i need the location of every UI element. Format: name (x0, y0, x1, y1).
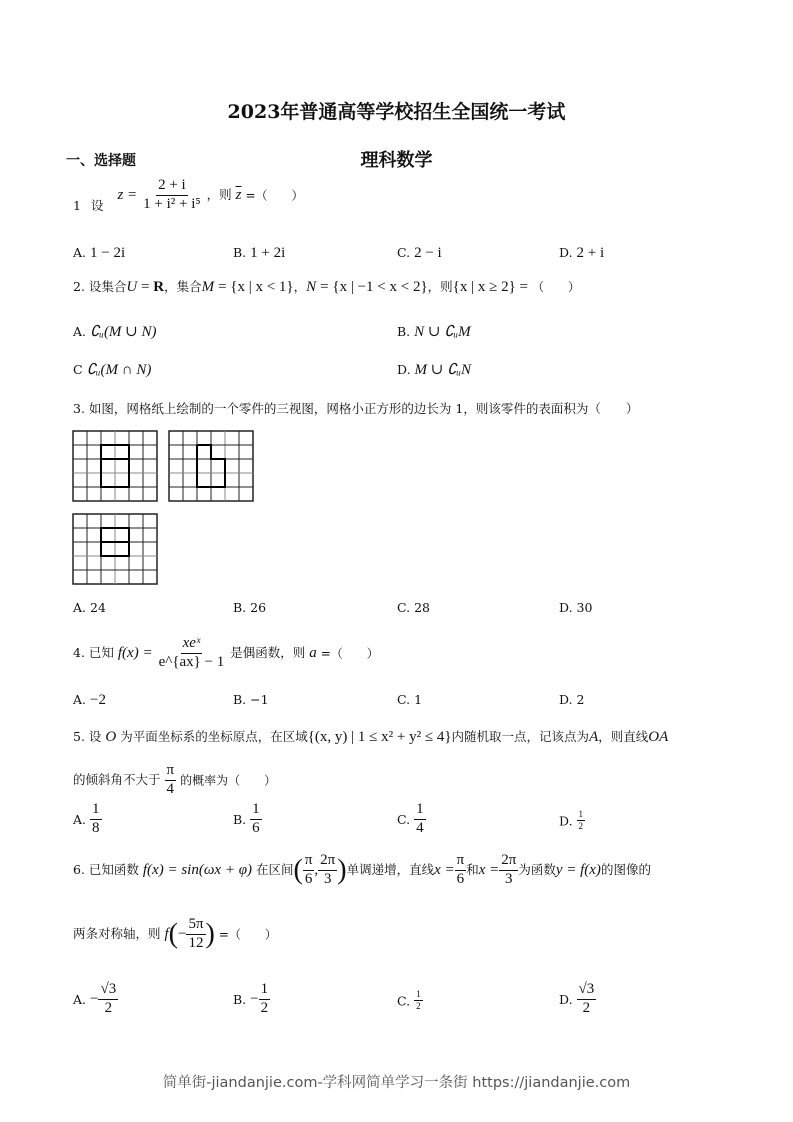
q4-fraction: $\frac{\text{xeˣ}}{e\^{}\{ax\} - 1}$ (158, 635, 225, 670)
exam-title: 2023年普通高等学校招生全国统一考试 (227, 101, 566, 123)
q1-prefix: 设 (90, 198, 104, 213)
q3-option-a: A. 24 (73, 600, 106, 615)
q6-option-b: B. − $\frac{1}{2}$ (233, 981, 269, 1016)
q6-option-d: D. $\frac{√3}{2}$ (559, 981, 595, 1016)
footer-watermark: 简单街-jiandanjie.com-学科网简单学习一条街 https://jiandanjie.com (162, 1075, 631, 1091)
q5-option-c: C. $\frac{1}{4}$ (397, 801, 424, 836)
q1-mid: ，则 (206, 187, 232, 202)
q2-option-b: B. N ∪ ∁ᵤM (397, 324, 471, 340)
q4-option-b: B. −1 (233, 692, 269, 707)
q3-option-d: D. 30 (559, 600, 593, 615)
q1-answer-blank: =（ ） (245, 188, 304, 203)
question-3: 3. 如图，网格纸上绘制的一个零件的三视图，网格小正方形的边长为 1，则该零件的表面积为（ ） (73, 401, 639, 416)
q1-option-b: B. 1 + 2i (233, 245, 286, 261)
q5-pi-over-4: $\frac{\pi}{4}$ (166, 762, 175, 797)
q1-zbar: $\overline{z}$ (235, 186, 242, 203)
q4-option-a: A. −2 (73, 692, 106, 708)
question-1 (73, 178, 304, 213)
question-6-line-1: 6. 已知函数 f(x) = sin(ωx + φ) 在区间( $\frac{\pi}{6}$ , $\frac{2\pi}{3}$ )单调递增，直线x = $\frac{\pi}{6}$ 和x = $\frac{2\pi}{3}$ 为函数y = f(x)的图像的 (73, 852, 651, 887)
q1-option-d: D. 2 + i (559, 245, 605, 261)
side-view-grid (168, 430, 254, 502)
q1-fraction: $\frac{2 + i}{\text{1 + i² + i⁵}}$ (143, 177, 201, 212)
question-4: 4. 已知 f(x) = $\frac{\text{xeˣ}}{e\^{}\{ax\} - 1}$ 是偶函数，则 a =（ ） (73, 635, 379, 670)
q5-option-a: A. $\frac{1}{8}$ (73, 801, 100, 836)
top-view-grid (72, 513, 158, 585)
question-2: 2. 设集合U = R，集合M = {x | x < 1}，N = {x | −1 < x < 2}，则{x | x ≥ 2} = （ ） (73, 279, 581, 295)
q4-option-c: C. 1 (397, 692, 423, 707)
q3-option-b: B. 26 (233, 600, 267, 615)
section-heading: 一、选择题 (66, 153, 136, 169)
exam-subtitle: 理科数学 (360, 150, 433, 171)
q3-option-c: C. 28 (397, 600, 430, 615)
q1-number: 1 (73, 198, 81, 213)
question-6-line-2: 两条对称轴，则 f(− $\frac{5\pi}{12}$ ) =（ ） (73, 916, 277, 951)
q2-option-d: D. M ∪ ∁ᵤN (397, 362, 472, 378)
q5-option-d: D. $\frac{1}{2}$ (559, 809, 584, 832)
q1-option-c: C. 2 − i (397, 245, 442, 261)
front-view-grid (72, 430, 158, 502)
q2-option-c: C ∁ᵤ(M ∩ N) (73, 362, 152, 378)
question-5-line-1: 5. 设 O 为平面坐标系的坐标原点，在区域{(x, y) | 1 ≤ x² + y² ≤ 4}内随机取一点，记该点为A，则直线OA (73, 729, 669, 745)
q1-option-a: A. 1 − 2i (73, 245, 126, 261)
q5-option-b: B. $\frac{1}{6}$ (233, 801, 260, 836)
q2-option-a: A. ∁ᵤ(M ∪ N) (73, 324, 157, 340)
q6-option-a: A. − $\frac{√3}{2}$ (73, 981, 117, 1016)
q4-option-d: D. 2 (559, 692, 585, 707)
q1-lhs: z = (117, 186, 138, 203)
q6-option-c: C. $\frac{1}{2}$ (397, 989, 421, 1012)
question-5-line-2: 的倾斜角不大于 $\frac{\pi}{4}$ 的概率为（ ） (73, 762, 277, 797)
